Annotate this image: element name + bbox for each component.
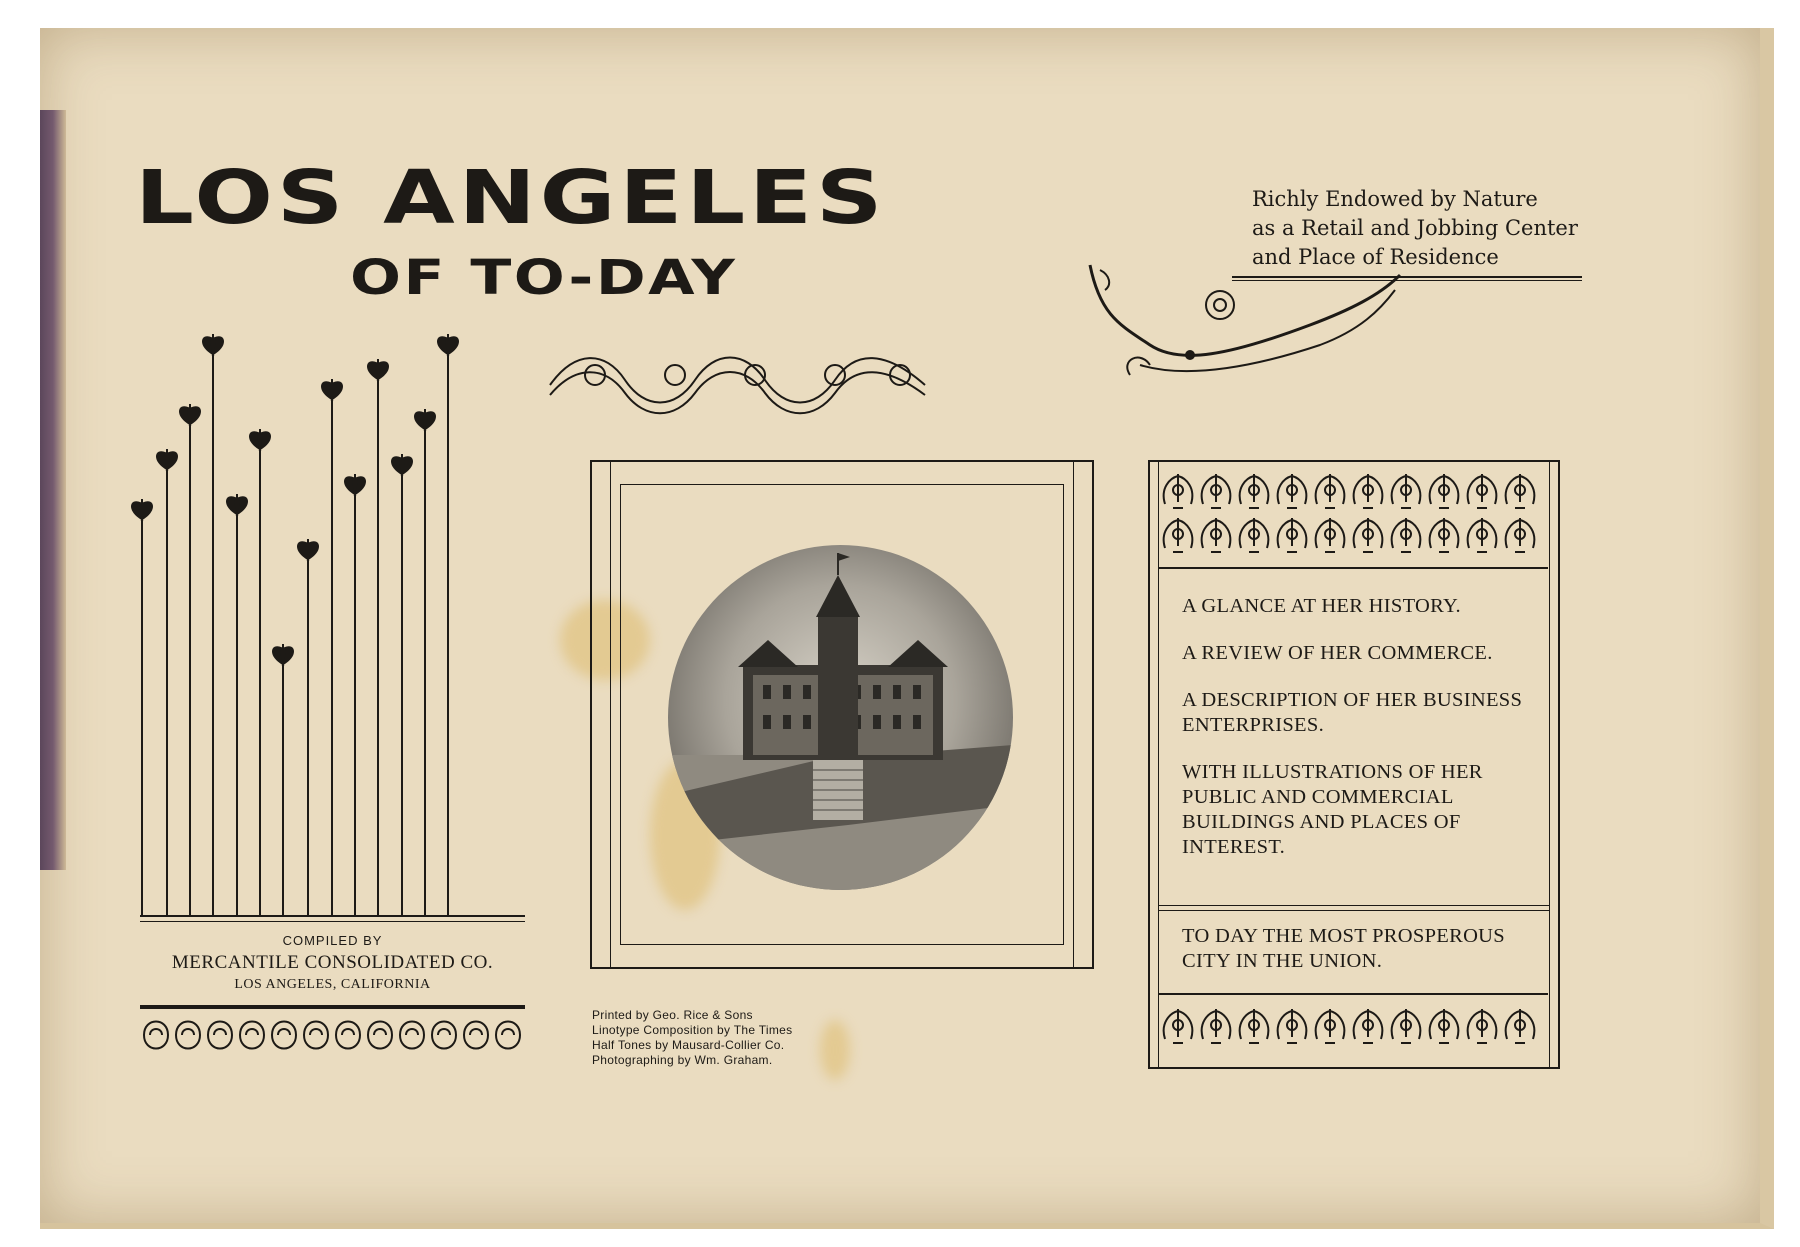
wreath-motif — [1430, 518, 1459, 552]
wreath-motif — [1392, 1009, 1421, 1043]
wreath-motif — [1506, 474, 1535, 508]
leaf-bud — [415, 409, 435, 429]
contents-list — [1182, 594, 1527, 882]
floral-motif — [304, 1022, 328, 1049]
floral-motif — [400, 1022, 424, 1049]
tagline-line: as a Retail and Jobbing Center — [1252, 216, 1578, 240]
wreath-motif — [1240, 1009, 1269, 1043]
wreath-border-ornament — [1158, 993, 1548, 1055]
wreath-motif — [1354, 518, 1383, 552]
wreath-motif — [1468, 518, 1497, 552]
wreath-motif — [1430, 1009, 1459, 1043]
wreath-motif — [1506, 518, 1535, 552]
leaf-bud — [298, 539, 318, 559]
wreath-motif — [1468, 474, 1497, 508]
wreath-motif — [1392, 474, 1421, 508]
compiled-by-block — [140, 933, 525, 993]
compiled-label: COMPILED BY — [282, 933, 383, 948]
wreath-motif — [1354, 1009, 1383, 1043]
credit-line: Printed by Geo. Rice & Sons — [592, 1008, 753, 1022]
leaf-bud — [203, 334, 223, 354]
water-stain — [820, 1020, 850, 1080]
floral-border-ornament — [140, 1005, 525, 1060]
wreath-motif — [1164, 518, 1193, 552]
tagline-line: Richly Endowed by Nature — [1252, 187, 1538, 211]
floral-motif — [432, 1022, 456, 1049]
frame-rule — [610, 462, 611, 967]
wreath-motif — [1316, 1009, 1345, 1043]
wreath-border-ornament — [1158, 462, 1548, 569]
leaf-bud — [157, 449, 177, 469]
leaf-stems-ornament — [130, 320, 530, 920]
printer-credits — [592, 1008, 792, 1068]
wreath-motif — [1316, 474, 1345, 508]
wreath-motif — [1430, 474, 1459, 508]
wreath-motif — [1164, 474, 1193, 508]
wreath-motif — [1202, 1009, 1231, 1043]
credit-line: Linotype Composition by The Times — [592, 1023, 793, 1037]
scroll-flourish-ornament — [1080, 255, 1410, 405]
leaf-bud — [273, 644, 293, 664]
scroll-band-ornament — [545, 345, 930, 420]
stem-base-rule — [140, 915, 525, 922]
leaf-bud — [392, 454, 412, 474]
wreath-motif — [1240, 518, 1269, 552]
compiled-location: LOS ANGELES, CALIFORNIA — [234, 977, 431, 992]
floral-motif — [368, 1022, 392, 1049]
wreath-motif — [1316, 518, 1345, 552]
wreath-motif — [1240, 474, 1269, 508]
contents-panel — [1148, 460, 1560, 1069]
wreath-motif — [1354, 474, 1383, 508]
book-spine — [40, 110, 66, 870]
floral-motif — [240, 1022, 264, 1049]
compiled-company: MERCANTILE CONSOLIDATED CO. — [171, 952, 494, 973]
leaf-bud — [132, 499, 152, 519]
wreath-motif — [1202, 474, 1231, 508]
wreath-motif — [1202, 518, 1231, 552]
tagline-line: and Place of Residence — [1252, 245, 1499, 269]
floral-motif — [336, 1022, 360, 1049]
title-line-2: OF TO-DAY — [350, 250, 738, 306]
credit-line: Half Tones by Mausard-Collier Co. — [592, 1038, 785, 1052]
floral-motif — [144, 1022, 168, 1049]
floral-motif — [272, 1022, 296, 1049]
wreath-motif — [1278, 518, 1307, 552]
contents-item: WITH ILLUSTRATIONS OF HER PUBLIC AND COMMERCIAL BUILDINGS AND PLACES OF INTEREST. — [1182, 761, 1483, 858]
contents-item: A GLANCE AT HER HISTORY. — [1182, 595, 1461, 617]
credit-line: Photographing by Wm. Graham. — [592, 1053, 773, 1067]
leaf-bud — [345, 474, 365, 494]
floral-motif — [464, 1022, 488, 1049]
floral-motif — [176, 1022, 200, 1049]
wreath-motif — [1278, 1009, 1307, 1043]
leaf-bud — [322, 379, 342, 399]
closing-statement: TO DAY THE MOST PROSPEROUS CITY IN THE UNION. — [1182, 925, 1505, 972]
leaf-bud — [438, 334, 458, 354]
floral-motif — [208, 1022, 232, 1049]
panel-divider — [1158, 905, 1550, 911]
leaf-bud — [180, 404, 200, 424]
wreath-motif — [1164, 1009, 1193, 1043]
contents-item: A REVIEW OF HER COMMERCE. — [1182, 642, 1493, 664]
wreath-motif — [1468, 1009, 1497, 1043]
wreath-motif — [1278, 474, 1307, 508]
contents-item: A DESCRIPTION OF HER BUSINESS ENTERPRISES. — [1182, 689, 1523, 736]
leaf-bud — [368, 359, 388, 379]
title-line-1: LOS ANGELES — [135, 155, 887, 241]
leaf-bud — [227, 494, 247, 514]
leaf-bud — [250, 429, 270, 449]
floral-motif — [496, 1022, 520, 1049]
courthouse-engraving — [668, 545, 1013, 890]
wreath-motif — [1392, 518, 1421, 552]
frame-rule — [1073, 462, 1074, 967]
wreath-motif — [1506, 1009, 1535, 1043]
